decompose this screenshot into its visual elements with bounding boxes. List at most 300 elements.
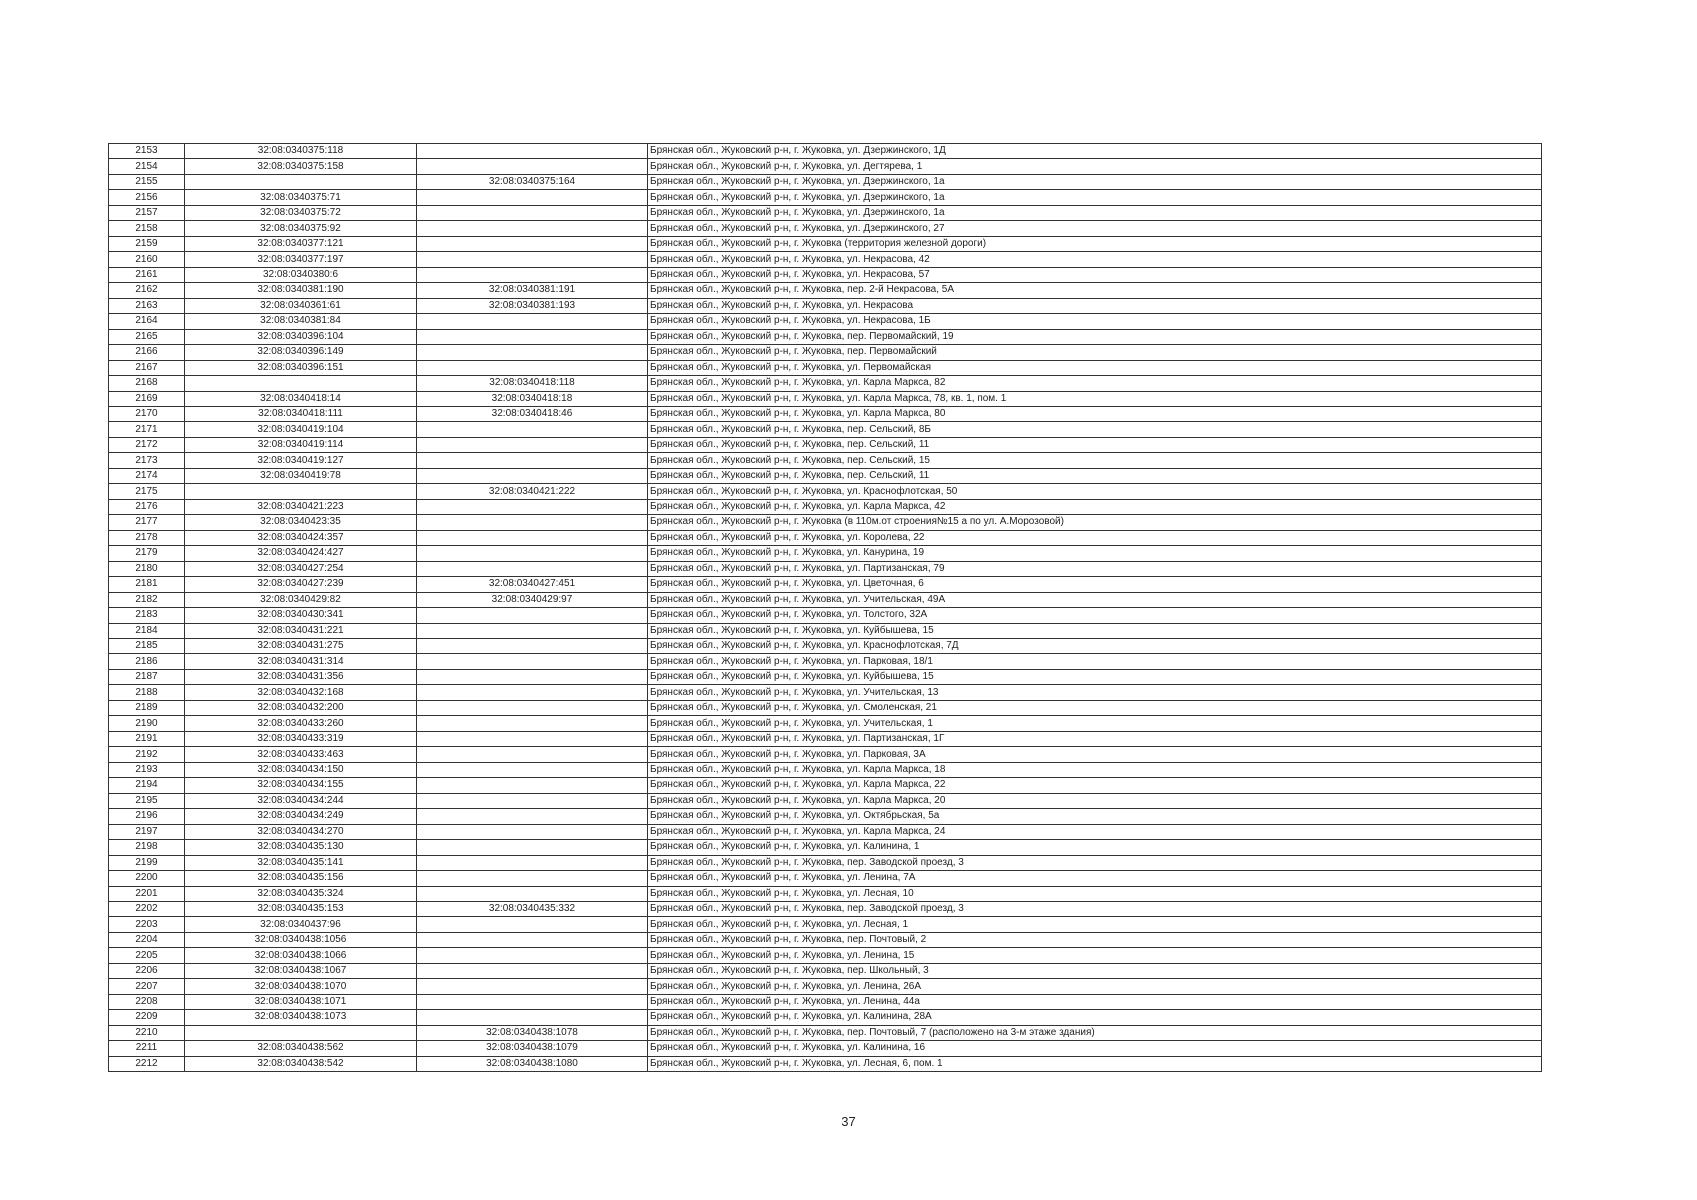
linked-cadastral-cell — [417, 144, 648, 159]
address-cell: Брянская обл., Жуковский р-н, г. Жуковка, пер. Сельский, 11 — [648, 468, 1542, 483]
table-row — [109, 190, 1542, 205]
row-number-cell: 2181 — [109, 577, 185, 592]
address-cell: Брянская обл., Жуковский р-н, г. Жуковка, ул. Карла Маркса, 78, кв. 1, пом. 1 — [648, 391, 1542, 406]
table-row — [109, 406, 1542, 421]
table-row — [109, 901, 1542, 916]
table-row — [109, 546, 1542, 561]
row-number-cell: 2175 — [109, 484, 185, 499]
address-cell: Брянская обл., Жуковский р-н, г. Жуковка, ул. Учительская, 13 — [648, 685, 1542, 700]
row-number-cell: 2154 — [109, 159, 185, 174]
row-number-cell: 2199 — [109, 855, 185, 870]
linked-cadastral-cell — [417, 345, 648, 360]
cadastral-number-cell: 32:08:0340423:35 — [185, 515, 417, 530]
table-row — [109, 561, 1542, 576]
address-cell: Брянская обл., Жуковский р-н, г. Жуковка, пер. Заводской проезд, 3 — [648, 901, 1542, 916]
address-cell: Брянская обл., Жуковский р-н, г. Жуковка, ул. Партизанская, 1Г — [648, 731, 1542, 746]
address-cell: Брянская обл., Жуковский р-н, г. Жуковка, ул. Ленина, 44а — [648, 994, 1542, 1009]
address-cell: Брянская обл., Жуковский р-н, г. Жуковка, ул. Калинина, 1 — [648, 840, 1542, 855]
row-number-cell: 2161 — [109, 267, 185, 282]
cadastral-number-cell: 32:08:0340424:357 — [185, 530, 417, 545]
cadastral-number-cell: 32:08:0340431:221 — [185, 623, 417, 638]
linked-cadastral-cell — [417, 159, 648, 174]
address-cell: Брянская обл., Жуковский р-н, г. Жуковка, ул. Дзержинского, 1Д — [648, 144, 1542, 159]
row-number-cell: 2207 — [109, 979, 185, 994]
linked-cadastral-cell — [417, 468, 648, 483]
row-number-cell: 2155 — [109, 174, 185, 189]
cadastral-number-cell: 32:08:0340438:1070 — [185, 979, 417, 994]
linked-cadastral-cell — [417, 855, 648, 870]
table-row — [109, 468, 1542, 483]
table-row — [109, 700, 1542, 715]
row-number-cell: 2192 — [109, 747, 185, 762]
cadastral-number-cell: 32:08:0340435:324 — [185, 886, 417, 901]
row-number-cell: 2210 — [109, 1025, 185, 1040]
cadastral-number-cell: 32:08:0340431:275 — [185, 639, 417, 654]
address-cell: Брянская обл., Жуковский р-н, г. Жуковка, ул. Дзержинского, 1а — [648, 174, 1542, 189]
row-number-cell: 2172 — [109, 437, 185, 452]
row-number-cell: 2201 — [109, 886, 185, 901]
table-row — [109, 376, 1542, 391]
address-cell: Брянская обл., Жуковский р-н, г. Жуковка, ул. Краснофлотская, 7Д — [648, 639, 1542, 654]
table-row — [109, 778, 1542, 793]
table-row — [109, 314, 1542, 329]
linked-cadastral-cell — [417, 360, 648, 375]
cadastral-number-cell: 32:08:0340377:197 — [185, 252, 417, 267]
table-row — [109, 824, 1542, 839]
row-number-cell: 2191 — [109, 731, 185, 746]
cadastral-number-cell: 32:08:0340438:542 — [185, 1056, 417, 1071]
linked-cadastral-cell — [417, 499, 648, 514]
cadastral-number-cell: 32:08:0340380:6 — [185, 267, 417, 282]
row-number-cell: 2189 — [109, 700, 185, 715]
row-number-cell: 2158 — [109, 221, 185, 236]
cadastral-number-cell: 32:08:0340438:562 — [185, 1041, 417, 1056]
address-cell: Брянская обл., Жуковский р-н, г. Жуковка, ул. Некрасова — [648, 298, 1542, 313]
table-row — [109, 871, 1542, 886]
address-cell: Брянская обл., Жуковский р-н, г. Жуковка, ул. Партизанская, 79 — [648, 561, 1542, 576]
table-row — [109, 747, 1542, 762]
cadastral-number-cell: 32:08:0340419:78 — [185, 468, 417, 483]
linked-cadastral-cell — [417, 267, 648, 282]
row-number-cell: 2190 — [109, 716, 185, 731]
cadastral-number-cell: 32:08:0340433:319 — [185, 731, 417, 746]
address-cell: Брянская обл., Жуковский р-н, г. Жуковка, ул. Краснофлотская, 50 — [648, 484, 1542, 499]
table-row — [109, 453, 1542, 468]
address-cell: Брянская обл., Жуковский р-н, г. Жуковка, ул. Калинина, 16 — [648, 1041, 1542, 1056]
linked-cadastral-cell — [417, 608, 648, 623]
table-row — [109, 1056, 1542, 1071]
address-cell: Брянская обл., Жуковский р-н, г. Жуковка, ул. Парковая, 3А — [648, 747, 1542, 762]
address-cell: Брянская обл., Жуковский р-н, г. Жуковка, ул. Некрасова, 1Б — [648, 314, 1542, 329]
row-number-cell: 2204 — [109, 932, 185, 947]
linked-cadastral-cell — [417, 871, 648, 886]
row-number-cell: 2179 — [109, 546, 185, 561]
row-number-cell: 2165 — [109, 329, 185, 344]
address-cell: Брянская обл., Жуковский р-н, г. Жуковка, ул. Толстого, 32А — [648, 608, 1542, 623]
linked-cadastral-cell — [417, 422, 648, 437]
address-cell: Брянская обл., Жуковский р-н, г. Жуковка (территория железной дороги) — [648, 236, 1542, 251]
row-number-cell: 2162 — [109, 283, 185, 298]
table-row — [109, 577, 1542, 592]
linked-cadastral-cell — [417, 932, 648, 947]
linked-cadastral-cell: 32:08:0340381:191 — [417, 283, 648, 298]
cadastral-number-cell: 32:08:0340427:239 — [185, 577, 417, 592]
linked-cadastral-cell — [417, 979, 648, 994]
row-number-cell: 2195 — [109, 793, 185, 808]
table-row — [109, 793, 1542, 808]
address-cell: Брянская обл., Жуковский р-н, г. Жуковка, пер. Почтовый, 2 — [648, 932, 1542, 947]
linked-cadastral-cell — [417, 236, 648, 251]
cadastral-number-cell: 32:08:0340375:118 — [185, 144, 417, 159]
row-number-cell: 2206 — [109, 963, 185, 978]
address-cell: Брянская обл., Жуковский р-н, г. Жуковка, ул. Дзержинского, 1а — [648, 205, 1542, 220]
linked-cadastral-cell — [417, 530, 648, 545]
row-number-cell: 2160 — [109, 252, 185, 267]
linked-cadastral-cell: 32:08:0340438:1079 — [417, 1041, 648, 1056]
cadastral-number-cell: 32:08:0340435:153 — [185, 901, 417, 916]
row-number-cell: 2176 — [109, 499, 185, 514]
table-row — [109, 144, 1542, 159]
linked-cadastral-cell — [417, 886, 648, 901]
linked-cadastral-cell — [417, 453, 648, 468]
address-cell: Брянская обл., Жуковский р-н, г. Жуковка, ул. Учительская, 1 — [648, 716, 1542, 731]
address-cell: Брянская обл., Жуковский р-н, г. Жуковка, ул. Карла Маркса, 20 — [648, 793, 1542, 808]
address-cell: Брянская обл., Жуковский р-н, г. Жуковка, пер. Сельский, 8Б — [648, 422, 1542, 437]
table-row — [109, 298, 1542, 313]
row-number-cell: 2177 — [109, 515, 185, 530]
table-row — [109, 252, 1542, 267]
row-number-cell: 2198 — [109, 840, 185, 855]
linked-cadastral-cell — [417, 654, 648, 669]
address-cell: Брянская обл., Жуковский р-н, г. Жуковка, ул. Карла Маркса, 18 — [648, 762, 1542, 777]
linked-cadastral-cell — [417, 731, 648, 746]
address-cell: Брянская обл., Жуковский р-н, г. Жуковка, ул. Королева, 22 — [648, 530, 1542, 545]
linked-cadastral-cell — [417, 546, 648, 561]
linked-cadastral-cell — [417, 716, 648, 731]
table-row — [109, 515, 1542, 530]
linked-cadastral-cell: 32:08:0340375:164 — [417, 174, 648, 189]
cadastral-number-cell — [185, 174, 417, 189]
address-cell: Брянская обл., Жуковский р-н, г. Жуковка, ул. Лесная, 1 — [648, 917, 1542, 932]
table-row — [109, 221, 1542, 236]
table-row — [109, 979, 1542, 994]
address-cell: Брянская обл., Жуковский р-н, г. Жуковка, ул. Куйбышева, 15 — [648, 623, 1542, 638]
linked-cadastral-cell — [417, 747, 648, 762]
cadastral-number-cell: 32:08:0340431:356 — [185, 669, 417, 684]
cadastral-number-cell: 32:08:0340438:1073 — [185, 1010, 417, 1025]
address-cell: Брянская обл., Жуковский р-н, г. Жуковка, пер. Первомайский — [648, 345, 1542, 360]
address-cell: Брянская обл., Жуковский р-н, г. Жуковка, ул. Ленина, 26А — [648, 979, 1542, 994]
table-row — [109, 592, 1542, 607]
address-cell: Брянская обл., Жуковский р-н, г. Жуковка (в 110м.от строения№15 а по ул. А.Морозовой) — [648, 515, 1542, 530]
table-row — [109, 159, 1542, 174]
row-number-cell: 2167 — [109, 360, 185, 375]
cadastral-number-cell — [185, 1025, 417, 1040]
cadastral-number-cell: 32:08:0340396:149 — [185, 345, 417, 360]
address-cell: Брянская обл., Жуковский р-н, г. Жуковка, ул. Карла Маркса, 24 — [648, 824, 1542, 839]
table-row — [109, 716, 1542, 731]
row-number-cell: 2185 — [109, 639, 185, 654]
linked-cadastral-cell — [417, 917, 648, 932]
address-cell: Брянская обл., Жуковский р-н, г. Жуковка, ул. Ленина, 15 — [648, 948, 1542, 963]
linked-cadastral-cell — [417, 639, 648, 654]
cadastral-number-cell — [185, 484, 417, 499]
address-cell: Брянская обл., Жуковский р-н, г. Жуковка, ул. Некрасова, 57 — [648, 267, 1542, 282]
address-cell: Брянская обл., Жуковский р-н, г. Жуковка, ул. Карла Маркса, 80 — [648, 406, 1542, 421]
row-number-cell: 2212 — [109, 1056, 185, 1071]
address-cell: Брянская обл., Жуковский р-н, г. Жуковка, пер. Первомайский, 19 — [648, 329, 1542, 344]
linked-cadastral-cell: 32:08:0340418:118 — [417, 376, 648, 391]
cadastral-number-cell: 32:08:0340396:151 — [185, 360, 417, 375]
table-row — [109, 669, 1542, 684]
cadastral-number-cell: 32:08:0340432:200 — [185, 700, 417, 715]
cadastral-number-cell: 32:08:0340433:260 — [185, 716, 417, 731]
address-cell: Брянская обл., Жуковский р-н, г. Жуковка, ул. Октябрьская, 5а — [648, 809, 1542, 824]
table-row — [109, 948, 1542, 963]
row-number-cell: 2197 — [109, 824, 185, 839]
linked-cadastral-cell — [417, 561, 648, 576]
cadastral-number-cell: 32:08:0340375:71 — [185, 190, 417, 205]
address-cell: Брянская обл., Жуковский р-н, г. Жуковка, пер. 2-й Некрасова, 5А — [648, 283, 1542, 298]
row-number-cell: 2187 — [109, 669, 185, 684]
linked-cadastral-cell — [417, 1010, 648, 1025]
row-number-cell: 2170 — [109, 406, 185, 421]
address-cell: Брянская обл., Жуковский р-н, г. Жуковка, ул. Лесная, 10 — [648, 886, 1542, 901]
linked-cadastral-cell — [417, 824, 648, 839]
cadastral-number-cell: 32:08:0340438:1067 — [185, 963, 417, 978]
address-cell: Брянская обл., Жуковский р-н, г. Жуковка, ул. Первомайская — [648, 360, 1542, 375]
table-row — [109, 809, 1542, 824]
address-cell: Брянская обл., Жуковский р-н, г. Жуковка, ул. Смоленская, 21 — [648, 700, 1542, 715]
row-number-cell: 2193 — [109, 762, 185, 777]
address-cell: Брянская обл., Жуковский р-н, г. Жуковка, ул. Некрасова, 42 — [648, 252, 1542, 267]
table-row — [109, 840, 1542, 855]
row-number-cell: 2168 — [109, 376, 185, 391]
row-number-cell: 2194 — [109, 778, 185, 793]
row-number-cell: 2164 — [109, 314, 185, 329]
address-cell: Брянская обл., Жуковский р-н, г. Жуковка, ул. Калинина, 28А — [648, 1010, 1542, 1025]
table-row — [109, 283, 1542, 298]
table-row — [109, 994, 1542, 1009]
linked-cadastral-cell — [417, 809, 648, 824]
address-cell: Брянская обл., Жуковский р-н, г. Жуковка, ул. Лесная, 6, пом. 1 — [648, 1056, 1542, 1071]
row-number-cell: 2156 — [109, 190, 185, 205]
cadastral-number-cell: 32:08:0340434:270 — [185, 824, 417, 839]
table-row — [109, 422, 1542, 437]
table-row — [109, 437, 1542, 452]
table-row — [109, 623, 1542, 638]
table-row — [109, 917, 1542, 932]
table-row — [109, 236, 1542, 251]
row-number-cell: 2182 — [109, 592, 185, 607]
row-number-cell: 2157 — [109, 205, 185, 220]
cadastral-number-cell: 32:08:0340381:84 — [185, 314, 417, 329]
cadastral-number-cell: 32:08:0340431:314 — [185, 654, 417, 669]
row-number-cell: 2184 — [109, 623, 185, 638]
address-cell: Брянская обл., Жуковский р-н, г. Жуковка, пер. Почтовый, 7 (расположено на 3-м этаже здания) — [648, 1025, 1542, 1040]
row-number-cell: 2208 — [109, 994, 185, 1009]
linked-cadastral-cell — [417, 329, 648, 344]
address-cell: Брянская обл., Жуковский р-н, г. Жуковка, ул. Куйбышева, 15 — [648, 669, 1542, 684]
row-number-cell: 2159 — [109, 236, 185, 251]
linked-cadastral-cell — [417, 205, 648, 220]
cadastral-number-cell: 32:08:0340432:168 — [185, 685, 417, 700]
linked-cadastral-cell — [417, 252, 648, 267]
table-row — [109, 685, 1542, 700]
row-number-cell: 2186 — [109, 654, 185, 669]
table-row — [109, 484, 1542, 499]
row-number-cell: 2174 — [109, 468, 185, 483]
address-cell: Брянская обл., Жуковский р-н, г. Жуковка, ул. Парковая, 18/1 — [648, 654, 1542, 669]
linked-cadastral-cell — [417, 221, 648, 236]
cadastral-number-cell: 32:08:0340419:104 — [185, 422, 417, 437]
cadastral-number-cell: 32:08:0340419:114 — [185, 437, 417, 452]
cadastral-number-cell: 32:08:0340361:61 — [185, 298, 417, 313]
linked-cadastral-cell: 32:08:0340435:332 — [417, 901, 648, 916]
table-row — [109, 499, 1542, 514]
cadastral-number-cell: 32:08:0340427:254 — [185, 561, 417, 576]
table-row — [109, 391, 1542, 406]
table-row — [109, 1041, 1542, 1056]
table-row — [109, 963, 1542, 978]
cadastral-number-cell: 32:08:0340418:14 — [185, 391, 417, 406]
linked-cadastral-cell — [417, 623, 648, 638]
table-row — [109, 267, 1542, 282]
row-number-cell: 2196 — [109, 809, 185, 824]
address-cell: Брянская обл., Жуковский р-н, г. Жуковка, ул. Ленина, 7А — [648, 871, 1542, 886]
table-row — [109, 932, 1542, 947]
table-body — [109, 144, 1542, 1072]
cadastral-number-cell: 32:08:0340418:111 — [185, 406, 417, 421]
table-row — [109, 762, 1542, 777]
cadastral-number-cell: 32:08:0340434:244 — [185, 793, 417, 808]
linked-cadastral-cell — [417, 515, 648, 530]
address-cell: Брянская обл., Жуковский р-н, г. Жуковка, ул. Карла Маркса, 22 — [648, 778, 1542, 793]
cadastral-number-cell: 32:08:0340437:96 — [185, 917, 417, 932]
address-cell: Брянская обл., Жуковский р-н, г. Жуковка, пер. Сельский, 11 — [648, 437, 1542, 452]
linked-cadastral-cell — [417, 778, 648, 793]
row-number-cell: 2203 — [109, 917, 185, 932]
address-cell: Брянская обл., Жуковский р-н, г. Жуковка, ул. Дзержинского, 1а — [648, 190, 1542, 205]
cadastral-number-cell: 32:08:0340396:104 — [185, 329, 417, 344]
row-number-cell: 2205 — [109, 948, 185, 963]
table-row — [109, 205, 1542, 220]
table-row — [109, 639, 1542, 654]
row-number-cell: 2153 — [109, 144, 185, 159]
table-row — [109, 345, 1542, 360]
cadastral-number-cell: 32:08:0340419:127 — [185, 453, 417, 468]
cadastral-number-cell: 32:08:0340375:158 — [185, 159, 417, 174]
linked-cadastral-cell: 32:08:0340438:1078 — [417, 1025, 648, 1040]
address-cell: Брянская обл., Жуковский р-н, г. Жуковка, ул. Цветочная, 6 — [648, 577, 1542, 592]
table-row — [109, 1025, 1542, 1040]
linked-cadastral-cell: 32:08:0340429:97 — [417, 592, 648, 607]
row-number-cell: 2166 — [109, 345, 185, 360]
address-cell: Брянская обл., Жуковский р-н, г. Жуковка, ул. Дзержинского, 27 — [648, 221, 1542, 236]
cadastral-number-cell: 32:08:0340435:130 — [185, 840, 417, 855]
cadastral-number-cell: 32:08:0340435:156 — [185, 871, 417, 886]
cadastral-number-cell: 32:08:0340433:463 — [185, 747, 417, 762]
linked-cadastral-cell — [417, 793, 648, 808]
cadastral-number-cell: 32:08:0340430:341 — [185, 608, 417, 623]
address-cell: Брянская обл., Жуковский р-н, г. Жуковка, пер. Заводской проезд, 3 — [648, 855, 1542, 870]
table-row — [109, 608, 1542, 623]
row-number-cell: 2202 — [109, 901, 185, 916]
table-row — [109, 329, 1542, 344]
linked-cadastral-cell: 32:08:0340418:18 — [417, 391, 648, 406]
cadastral-number-cell: 32:08:0340377:121 — [185, 236, 417, 251]
cadastral-number-cell: 32:08:0340375:72 — [185, 205, 417, 220]
address-cell: Брянская обл., Жуковский р-н, г. Жуковка, ул. Карла Маркса, 42 — [648, 499, 1542, 514]
cadastral-number-cell: 32:08:0340438:1071 — [185, 994, 417, 1009]
table-row — [109, 731, 1542, 746]
linked-cadastral-cell — [417, 669, 648, 684]
linked-cadastral-cell — [417, 948, 648, 963]
table-row — [109, 855, 1542, 870]
cadastral-number-cell: 32:08:0340375:92 — [185, 221, 417, 236]
linked-cadastral-cell: 32:08:0340418:46 — [417, 406, 648, 421]
row-number-cell: 2163 — [109, 298, 185, 313]
table-row — [109, 530, 1542, 545]
linked-cadastral-cell: 32:08:0340421:222 — [417, 484, 648, 499]
linked-cadastral-cell — [417, 840, 648, 855]
table-row — [109, 654, 1542, 669]
linked-cadastral-cell — [417, 437, 648, 452]
cadastral-number-cell: 32:08:0340429:82 — [185, 592, 417, 607]
address-cell: Брянская обл., Жуковский р-н, г. Жуковка, пер. Сельский, 15 — [648, 453, 1542, 468]
row-number-cell: 2209 — [109, 1010, 185, 1025]
cadastral-number-cell: 32:08:0340421:223 — [185, 499, 417, 514]
cadastral-number-cell: 32:08:0340381:190 — [185, 283, 417, 298]
address-cell: Брянская обл., Жуковский р-н, г. Жуковка, ул. Учительская, 49А — [648, 592, 1542, 607]
row-number-cell: 2169 — [109, 391, 185, 406]
address-cell: Брянская обл., Жуковский р-н, г. Жуковка, ул. Карла Маркса, 82 — [648, 376, 1542, 391]
linked-cadastral-cell: 32:08:0340427:451 — [417, 577, 648, 592]
data-table — [108, 143, 1542, 1072]
cadastral-number-cell: 32:08:0340438:1056 — [185, 932, 417, 947]
table-row — [109, 886, 1542, 901]
linked-cadastral-cell — [417, 314, 648, 329]
row-number-cell: 2211 — [109, 1041, 185, 1056]
table-row — [109, 1010, 1542, 1025]
cadastral-number-cell: 32:08:0340438:1066 — [185, 948, 417, 963]
table-row — [109, 360, 1542, 375]
row-number-cell: 2173 — [109, 453, 185, 468]
linked-cadastral-cell — [417, 700, 648, 715]
cadastral-number-cell: 32:08:0340424:427 — [185, 546, 417, 561]
table-row — [109, 174, 1542, 189]
row-number-cell: 2171 — [109, 422, 185, 437]
linked-cadastral-cell — [417, 963, 648, 978]
linked-cadastral-cell — [417, 190, 648, 205]
row-number-cell: 2180 — [109, 561, 185, 576]
cadastral-number-cell: 32:08:0340434:155 — [185, 778, 417, 793]
linked-cadastral-cell: 32:08:0340438:1080 — [417, 1056, 648, 1071]
linked-cadastral-cell — [417, 685, 648, 700]
cadastral-number-cell — [185, 376, 417, 391]
cadastral-number-cell: 32:08:0340434:150 — [185, 762, 417, 777]
address-cell: Брянская обл., Жуковский р-н, г. Жуковка, ул. Дегтярева, 1 — [648, 159, 1542, 174]
cadastral-number-cell: 32:08:0340435:141 — [185, 855, 417, 870]
linked-cadastral-cell: 32:08:0340381:193 — [417, 298, 648, 313]
cadastral-number-cell: 32:08:0340434:249 — [185, 809, 417, 824]
linked-cadastral-cell — [417, 994, 648, 1009]
linked-cadastral-cell — [417, 762, 648, 777]
row-number-cell: 2188 — [109, 685, 185, 700]
address-cell: Брянская обл., Жуковский р-н, г. Жуковка, пер. Школьный, 3 — [648, 963, 1542, 978]
row-number-cell: 2200 — [109, 871, 185, 886]
row-number-cell: 2178 — [109, 530, 185, 545]
